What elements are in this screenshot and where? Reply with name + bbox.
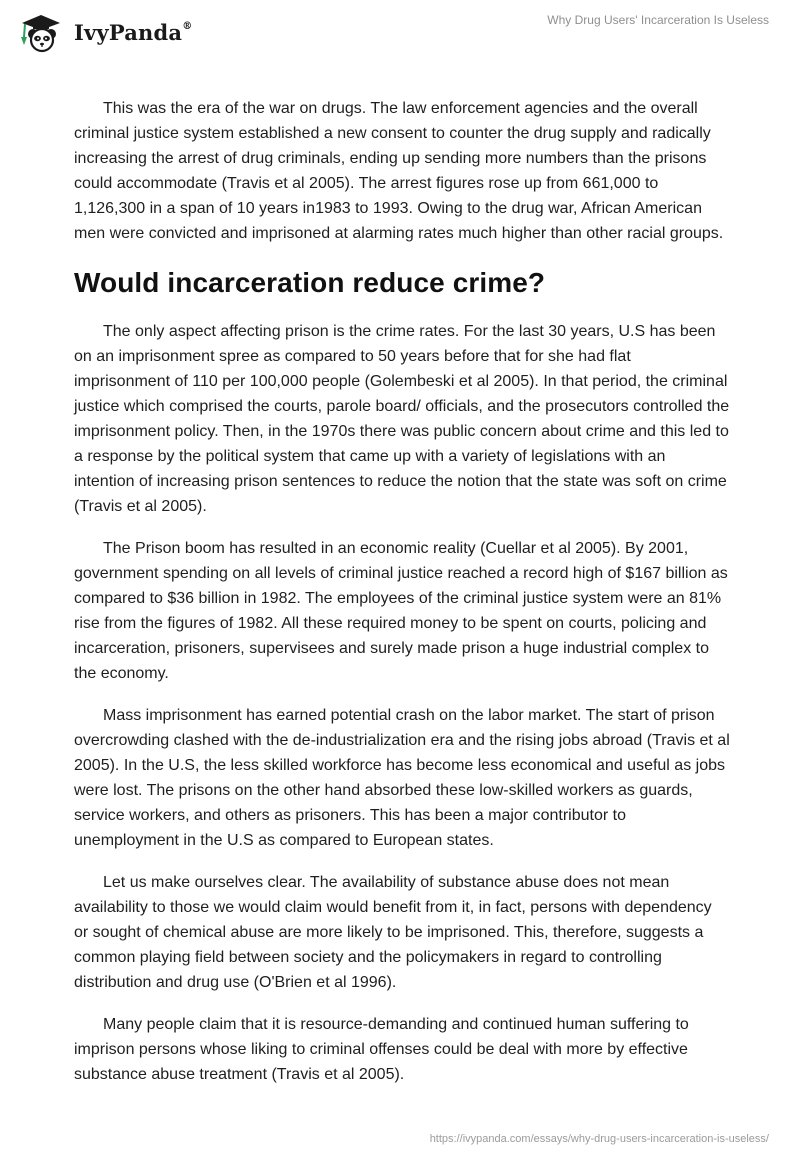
paragraph-1: This was the era of the war on drugs. The law enforcement agencies and the overall criminal justice system established a new consent to counter the drug supply and radically increasing the arrest of drug criminals, ending up sending more numbers than the prisons could accommodate (Travis et al 2005). The arrest figures rose up from 661,000 to 1,126,300 in a span of 10 years in1983 to 1993. Owing to the drug war, African American men were convicted and imprisoned at alarming rates much higher than other racial groups. [74, 100, 724, 242]
source-url[interactable]: https://ivypanda.com/essays/why-drug-users-incarceration-is-useless/ [429, 1133, 769, 1145]
paragraph-5: Let us make ourselves clear. The availability of substance abuse does not mean availability to those we would claim would benefit from it, in fact, persons with dependency or sought of chemical abuse are more likely to be imprisoned. This, therefore, suggests a common playing field between society and the policymakers in regard to controlling distribution and drug use (O'Brien et al 1996). [74, 874, 712, 991]
page-header [0, 0, 800, 70]
registered-mark: ® [182, 20, 193, 32]
essay-body [74, 96, 730, 1104]
document-title: Why Drug Users' Incarceration Is Useless [547, 13, 769, 27]
panda-graduate-icon [14, 10, 70, 54]
paragraph-2: The only aspect affecting prison is the crime rates. For the last 30 years, U.S has been on an imprisonment spree as compared to 50 years before that for she had flat imprisonment of 110 per 100,000 people (Golembeski et al 2005). In that period, the criminal justice which comprised the courts, parole board/ officials, and the prosecutors controlled the imprisonment policy. Then, in the 1970s there was public concern about crime and this led to a response by the political system that came up with a variety of legislations with an intention of increasing prison sentences to reduce the notion that the state was soft on crime (Travis et al 2005). [74, 323, 730, 515]
section-heading: Would incarceration reduce crime? [74, 267, 546, 298]
paragraph-3: The Prison boom has resulted in an economic reality (Cuellar et al 2005). By 2001, government spending on all levels of criminal justice reached a record high of $167 billion as compared to $36 billion in 1982. The employees of the criminal justice system were an 81% rise from the figures of 1982. All these required money to be spent on courts, policing and incarceration, prisoners, supervisees and surely made prison a huge industrial complex to the economy. [74, 540, 728, 682]
paragraph-6: Many people claim that it is resource-demanding and continued human suffering to imprison persons whose liking to criminal offenses could be deal with more by effective substance abuse treatment (Travis et al 2005). [74, 1016, 689, 1083]
brand-logo[interactable] [14, 10, 192, 54]
brand-name: IvyPanda® [74, 19, 193, 45]
paragraph-4: Mass imprisonment has earned potential crash on the labor market. The start of prison overcrowding clashed with the de-industrialization era and the rising jobs abroad (Travis et al 2005). In the U.S, the less skilled workforce has become less economical and useful as jobs were lost. The prisons on the other hand absorbed these low-skilled workers as guards, service workers, and others as prisoners. This has been a major contributor to unemployment in the U.S as compared to European states. [74, 707, 730, 849]
